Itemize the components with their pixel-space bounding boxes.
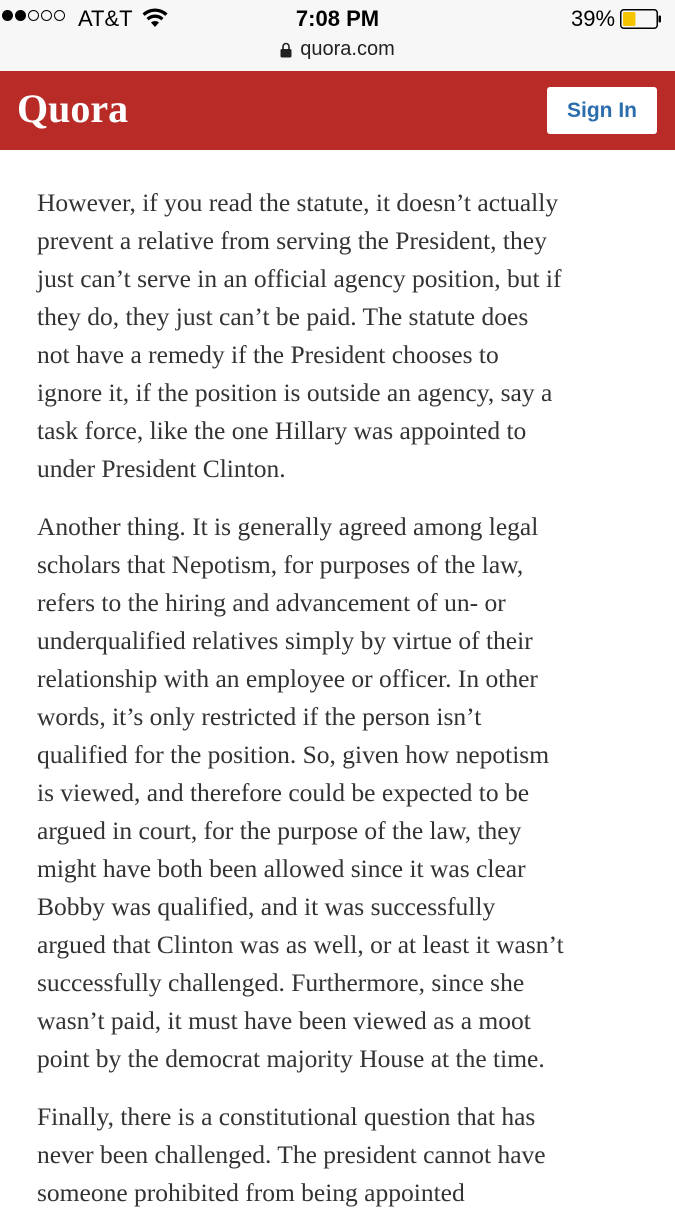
paragraph <box>37 508 647 1078</box>
text-line: Bobby was qualified, and it was successfully <box>37 892 496 921</box>
battery-percentage: 39% <box>571 6 616 31</box>
paragraph <box>37 184 647 488</box>
site-header <box>0 71 675 150</box>
sign-in-button[interactable]: Sign In <box>547 87 657 134</box>
paragraph <box>37 1098 647 1212</box>
text-line: However, if you read the statute, it doesn’t actually <box>37 188 559 217</box>
text-line: underqualified relatives simply by virtue of their <box>37 626 533 655</box>
text-line: Another thing. It is generally agreed among legal <box>37 512 539 541</box>
text-line: words, it’s only restricted if the person isn’t <box>37 702 482 731</box>
text-line: ignore it, if the position is outside an agency, say a <box>37 378 553 407</box>
carrier-name: AT&T <box>78 6 133 31</box>
text-line: relationship with an employee or officer. In other <box>37 664 538 693</box>
text-line: might have both been allowed since it was clear <box>37 854 526 883</box>
address-bar[interactable] <box>0 38 675 71</box>
text-line: someone prohibited from being appointed <box>37 1178 465 1207</box>
url-domain[interactable]: quora.com <box>300 38 395 60</box>
clock: 7:08 PM <box>295 6 380 31</box>
text-line: task force, like the one Hillary was appointed to <box>37 416 527 445</box>
text-line: under President Clinton. <box>37 454 286 483</box>
text-line: Finally, there is a constitutional question that has <box>37 1102 536 1131</box>
quora-logo[interactable]: Quora <box>17 86 129 131</box>
text-line: wasn’t paid, it must have been viewed as a moot <box>37 1006 531 1035</box>
text-line: is viewed, and therefore could be expected to be <box>37 778 530 807</box>
text-line: never been challenged. The president cannot have <box>37 1140 546 1169</box>
text-line: refers to the hiring and advancement of un- or <box>37 588 506 617</box>
text-line: not have a remedy if the President chooses to <box>37 340 499 369</box>
battery-fill <box>623 12 635 26</box>
battery-icon <box>620 9 662 29</box>
text-line: they do, they just can’t be paid. The statute does <box>37 302 529 331</box>
text-line: point by the democrat majority House at the time. <box>37 1044 545 1073</box>
status-bar <box>0 0 675 38</box>
text-line: argued that Clinton was as well, or at least it wasn’t <box>37 930 564 959</box>
text-line: argued in court, for the purpose of the law, they <box>37 816 522 845</box>
text-line: successfully challenged. Furthermore, since she <box>37 968 525 997</box>
text-line: prevent a relative from serving the President, they <box>37 226 547 255</box>
answer-content <box>37 184 647 1232</box>
lock-icon <box>280 42 292 58</box>
text-line: qualified for the position. So, given how nepotism <box>37 740 550 769</box>
text-line: just can’t serve in an official agency position, but if <box>37 264 562 293</box>
text-line: scholars that Nepotism, for purposes of the law, <box>37 550 524 579</box>
